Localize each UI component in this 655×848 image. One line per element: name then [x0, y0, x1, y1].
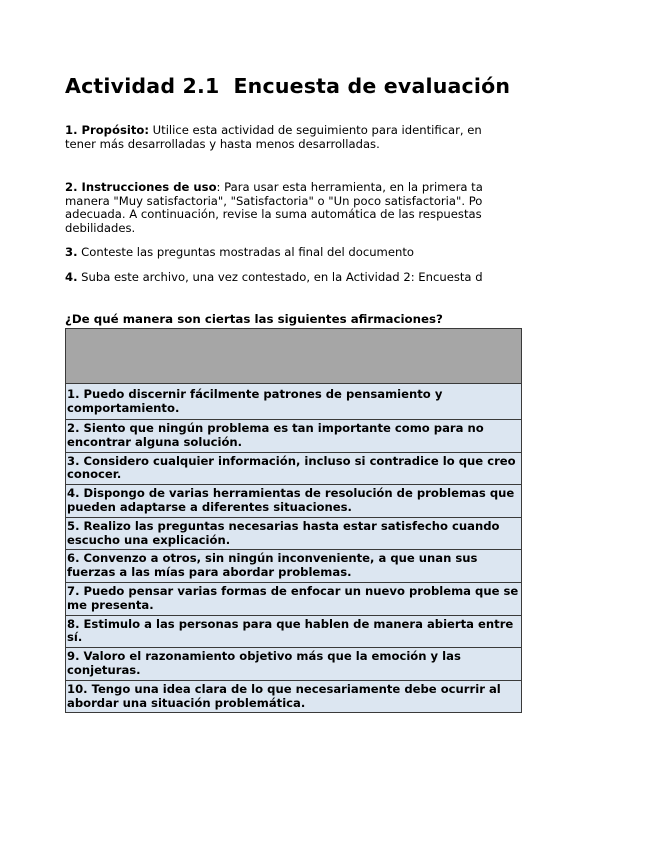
purpose-paragraph: [65, 124, 482, 151]
statement-cell: 4. Dispongo de varias herramientas de resolución de problemas que pueden adaptarse a diferentes situaciones.: [66, 485, 522, 518]
instructions-label: 2. Instrucciones de uso: [65, 180, 217, 194]
step-4-paragraph: [65, 271, 483, 285]
instructions-line-2: manera "Muy satisfactoria", "Satisfactoria" o "Un poco satisfactoria". Po: [65, 193, 483, 208]
survey-table: [65, 328, 522, 713]
statement-cell: 1. Puedo discernir fácilmente patrones de pensamiento y comportamiento.: [66, 384, 522, 420]
instructions-line-4: debilidades.: [65, 220, 136, 235]
instructions-paragraph: [65, 181, 483, 235]
activity-number: Actividad 2.1: [65, 74, 220, 98]
document-page: [65, 0, 523, 848]
statement-cell: 5. Realizo las preguntas necesarias hasta estar satisfecho cuando escucho una explicación.: [66, 517, 522, 550]
instructions-line-1: : Para usar esta herramienta, en la primera ta: [216, 180, 483, 194]
statement-cell: 8. Estimulo a las personas para que hablen de manera abierta entre sí.: [66, 615, 522, 648]
purpose-line-1: Utilice esta actividad de seguimiento para identificar, en: [148, 123, 482, 137]
step-4-text: Suba este archivo, una vez contestado, en la Actividad 2: Encuesta d: [77, 270, 483, 284]
activity-title: Encuesta de evaluación: [233, 74, 511, 98]
survey-question: ¿De qué manera son ciertas las siguientes afirmaciones?: [65, 312, 443, 326]
statement-cell: 7. Puedo pensar varias formas de enfocar un nuevo problema que se me presenta.: [66, 582, 522, 615]
table-header-cell: [66, 329, 522, 384]
step-3-paragraph: [65, 246, 414, 260]
statement-cell: 10. Tengo una idea clara de lo que necesariamente debe ocurrir al abordar una situación problemática.: [66, 680, 522, 713]
instructions-line-3: adecuada. A continuación, revise la suma automática de las respuestas: [65, 207, 482, 221]
purpose-label: 1. Propósito:: [65, 123, 149, 137]
statement-cell: 3. Considero cualquier información, incluso si contradice lo que creo conocer.: [66, 452, 522, 485]
page-title: [65, 74, 510, 98]
statement-cell: 2. Siento que ningún problema es tan importante como para no encontrar alguna solución.: [66, 420, 522, 453]
statement-cell: 9. Valoro el razonamiento objetivo más que la emoción y las conjeturas.: [66, 648, 522, 681]
step-4-label: 4.: [65, 270, 78, 284]
step-3-text: Conteste las preguntas mostradas al final del documento: [77, 245, 414, 259]
purpose-line-2: tener más desarrolladas y hasta menos desarrolladas.: [65, 136, 380, 151]
step-3-label: 3.: [65, 245, 78, 259]
statement-cell: 6. Convenzo a otros, sin ningún inconveniente, a que unan sus fuerzas a las mías para abordar problemas.: [66, 550, 522, 583]
